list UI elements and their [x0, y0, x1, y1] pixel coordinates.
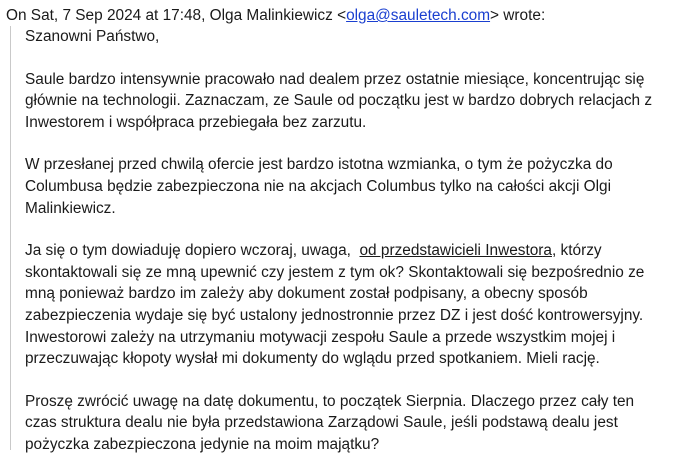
greeting: Szanowni Państwo,	[25, 28, 160, 45]
quote-attribution	[6, 5, 678, 26]
sender-email-link[interactable]: olga@sauletech.com	[346, 7, 491, 24]
attribution-prefix: On Sat, 7 Sep 2024 at 17:48, Olga Malinkiewicz <	[6, 7, 347, 24]
paragraph-1: Saule bardzo intensywnie pracowało nad dealem przez ostatnie miesiące, koncentrując się głównie na technologii. Zaznaczam, ze Saule od początku jest w bardzo dobrych relacjach z Inwestorem i współpraca przebiegała bez zarzutu.	[25, 70, 653, 131]
paragraph-2: W przesłanej przed chwilą ofercie jest bardzo istotna wzmianka, o tym że pożyczka do Columbusa będzie zabezpieczona nie na akcjach Columbus tylko na całości akcji Olgi Malinkiewicz.	[25, 156, 613, 217]
paragraph-3	[25, 240, 670, 370]
paragraph-3-rest: , którzy skontaktowali się ze mną upewnić czy jestem z tym ok? Skontaktowali się bezpośrednio ze mną ponieważ bardzo im zależy aby dokument został podpisany, a obecny sposób zabezpieczenia wydaje się być ustalony jednostronnie przez DZ i jest dość kontrowersyjny. Inwestorowi zależy na utrzymaniu motywacji zespołu Saule a przede wszystkim mojej i przeczuwając kłopoty wysłał mi dokumenty do wglądu przed spotkaniem. Mieli rację.	[25, 242, 645, 368]
attribution-suffix: > wrote:	[490, 7, 546, 24]
paragraph-3-start: Ja się o tym dowiaduję dopiero wczoraj, uwaga,	[25, 242, 360, 260]
investor-representatives-link[interactable]: od przedstawicieli Inwestora	[359, 242, 552, 260]
quoted-message	[10, 26, 670, 453]
paragraph-4: Proszę zwrócić uwagę na datę dokumentu, to początek Sierpnia. Dlaczego przez cały ten czas struktura dealu nie była przedstawiona Zarządowi Saule, jeśli podstawą dealu jest pożyczka zabezpieczona jedynie na moim majątku?	[25, 392, 635, 453]
